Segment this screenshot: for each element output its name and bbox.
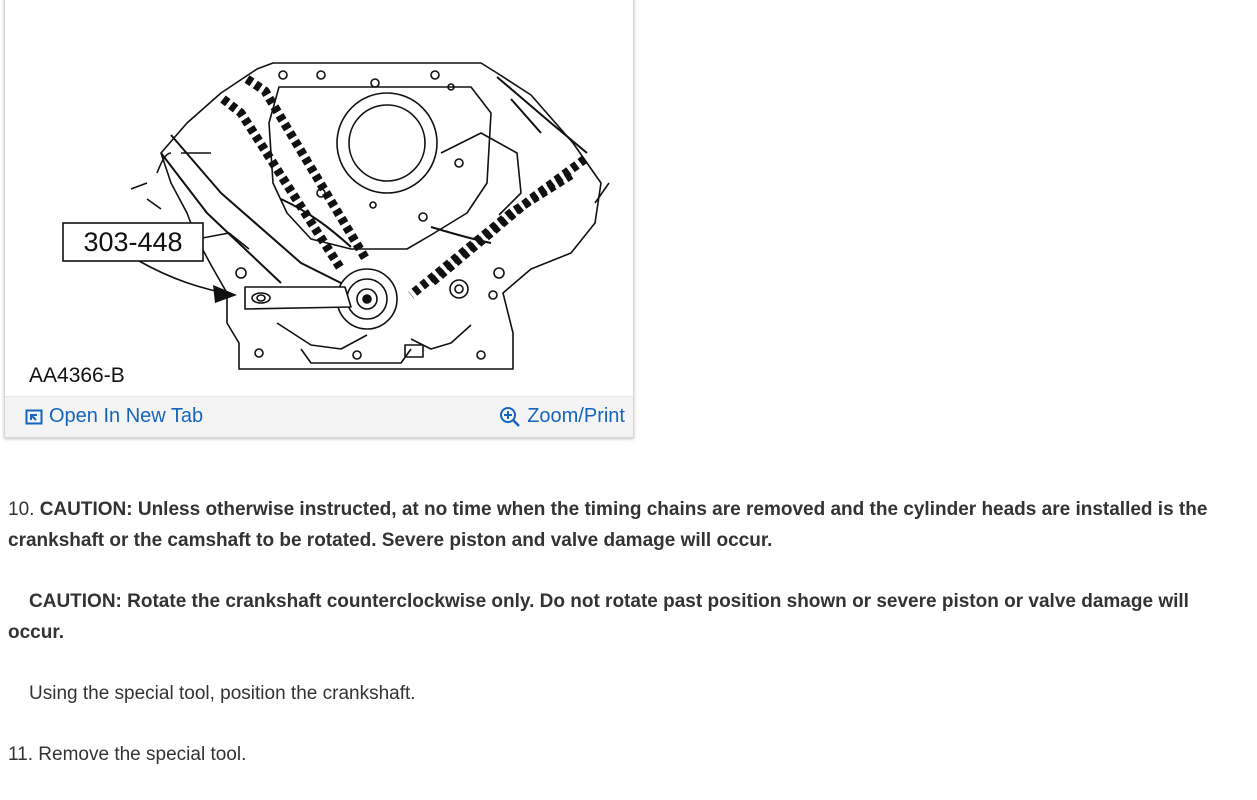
engine-timing-diagram xyxy=(11,3,627,397)
figure-card xyxy=(4,0,634,438)
step-number: 11. xyxy=(8,744,34,765)
caution-text: CAUTION: Rotate the crankshaft counterclockwise only. Do not rotate past position shown or severe piston or valve damage will occur. xyxy=(8,591,1189,643)
figure-toolbar xyxy=(5,396,633,437)
zoom-print-label: Zoom/Print xyxy=(527,405,625,427)
instruction-text: Using the special tool, position the crankshaft. xyxy=(29,683,416,704)
step-10-caution-2 xyxy=(8,586,1208,648)
open-new-tab-link[interactable] xyxy=(25,405,203,428)
procedure-steps xyxy=(8,494,1208,800)
step-10-instruction xyxy=(8,678,1208,709)
step-11 xyxy=(8,739,1208,770)
open-new-tab-icon xyxy=(25,408,43,426)
callout-label: 303-448 xyxy=(83,227,183,257)
zoom-print-link[interactable] xyxy=(499,405,625,428)
zoom-in-icon xyxy=(499,406,521,428)
figure-code: AA4366-B xyxy=(29,364,125,387)
open-new-tab-label: Open In New Tab xyxy=(49,405,204,427)
instruction-text: Remove the special tool. xyxy=(38,744,247,765)
caution-text: CAUTION: Unless otherwise instructed, at no time when the timing chains are removed and the cylinder heads are installed is the crankshaft or the camshaft to be rotated. Severe piston and valve damage will occur. xyxy=(8,499,1208,551)
step-10-caution-1 xyxy=(8,494,1208,556)
step-number: 10. xyxy=(8,499,35,520)
